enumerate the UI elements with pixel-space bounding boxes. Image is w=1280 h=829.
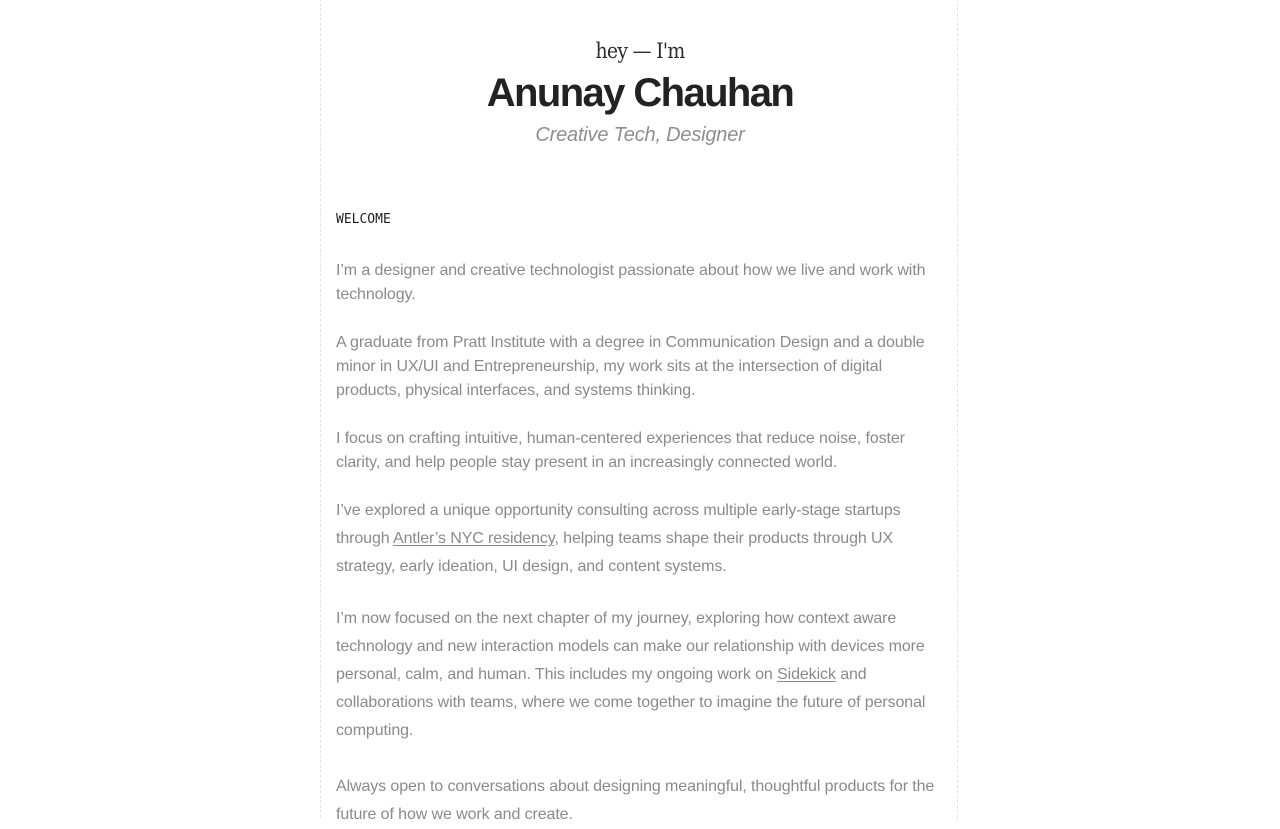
current-focus-text-after: and collaborations with teams, where we come together to imagine the future of personal computing. — [336, 666, 926, 739]
experience-paragraph — [336, 497, 948, 581]
welcome-section — [336, 208, 948, 829]
role-subtitle: Creative Tech, Designer — [535, 124, 745, 146]
experience-text-before: I’ve explored a unique opportunity consulting across multiple early-stage startups through — [336, 502, 901, 547]
page-header — [320, 34, 960, 148]
greeting-text: hey — I'm — [595, 39, 685, 63]
current-focus-paragraph — [336, 605, 948, 745]
closing-paragraph: Always open to conversations about designing meaningful, thoughtful products for the future of how we work and create. — [336, 778, 935, 823]
intro-paragraph: I’m a designer and creative technologist passionate about how we live and work with technology. — [336, 262, 926, 303]
antler-residency-link[interactable]: Antler’s NYC residency — [393, 530, 555, 547]
experience-text-after: , helping teams shape their products through UX strategy, early ideation, UI design, and content systems. — [336, 530, 894, 575]
page-title: Anunay Chauhan — [486, 71, 794, 115]
sidekick-link[interactable]: Sidekick — [777, 666, 836, 683]
current-focus-text-before: I’m now focused on the next chapter of my journey, exploring how context aware technology and new interaction models can make our relationship with devices more personal, calm, and human. This includes my ongoing work on — [336, 610, 925, 683]
focus-paragraph: I focus on crafting intuitive, human-centered experiences that reduce noise, foster clarity, and help people stay present in an increasingly connected world. — [336, 430, 905, 471]
education-paragraph: A graduate from Pratt Institute with a degree in Communication Design and a double minor in UX/UI and Entrepreneurship, my work sits at the intersection of digital products, physical interfaces, and systems thinking. — [336, 334, 925, 399]
section-label-welcome: WELCOME — [336, 212, 391, 227]
